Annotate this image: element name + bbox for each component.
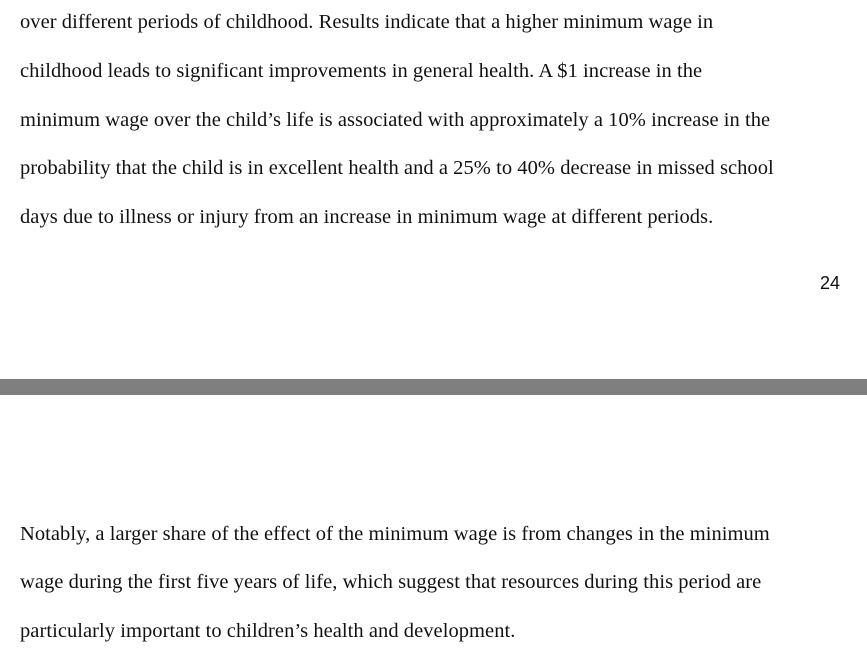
paragraph-line: wage during the first five years of life, which suggest that resources during this period are bbox=[20, 571, 762, 593]
paragraph-line: minimum wage over the child’s life is associated with approximately a 10% increase in the bbox=[20, 109, 771, 131]
paragraph-line: probability that the child is in excellent health and a 25% to 40% decrease in missed school bbox=[20, 157, 774, 179]
paragraph-line: childhood leads to significant improvements in general health. A $1 increase in the bbox=[20, 60, 703, 82]
document-page-bottom bbox=[0, 395, 867, 651]
paragraph-line: particularly important to children’s health and development. bbox=[20, 620, 516, 642]
page-separator bbox=[0, 379, 867, 395]
page-number: 24 bbox=[819, 273, 840, 293]
paragraph-line: days due to illness or injury from an increase in minimum wage at different periods. bbox=[20, 206, 714, 228]
paragraph-line: over different periods of childhood. Results indicate that a higher minimum wage in bbox=[20, 11, 714, 33]
paragraph-line: Notably, a larger share of the effect of the minimum wage is from changes in the minimum bbox=[20, 523, 770, 545]
